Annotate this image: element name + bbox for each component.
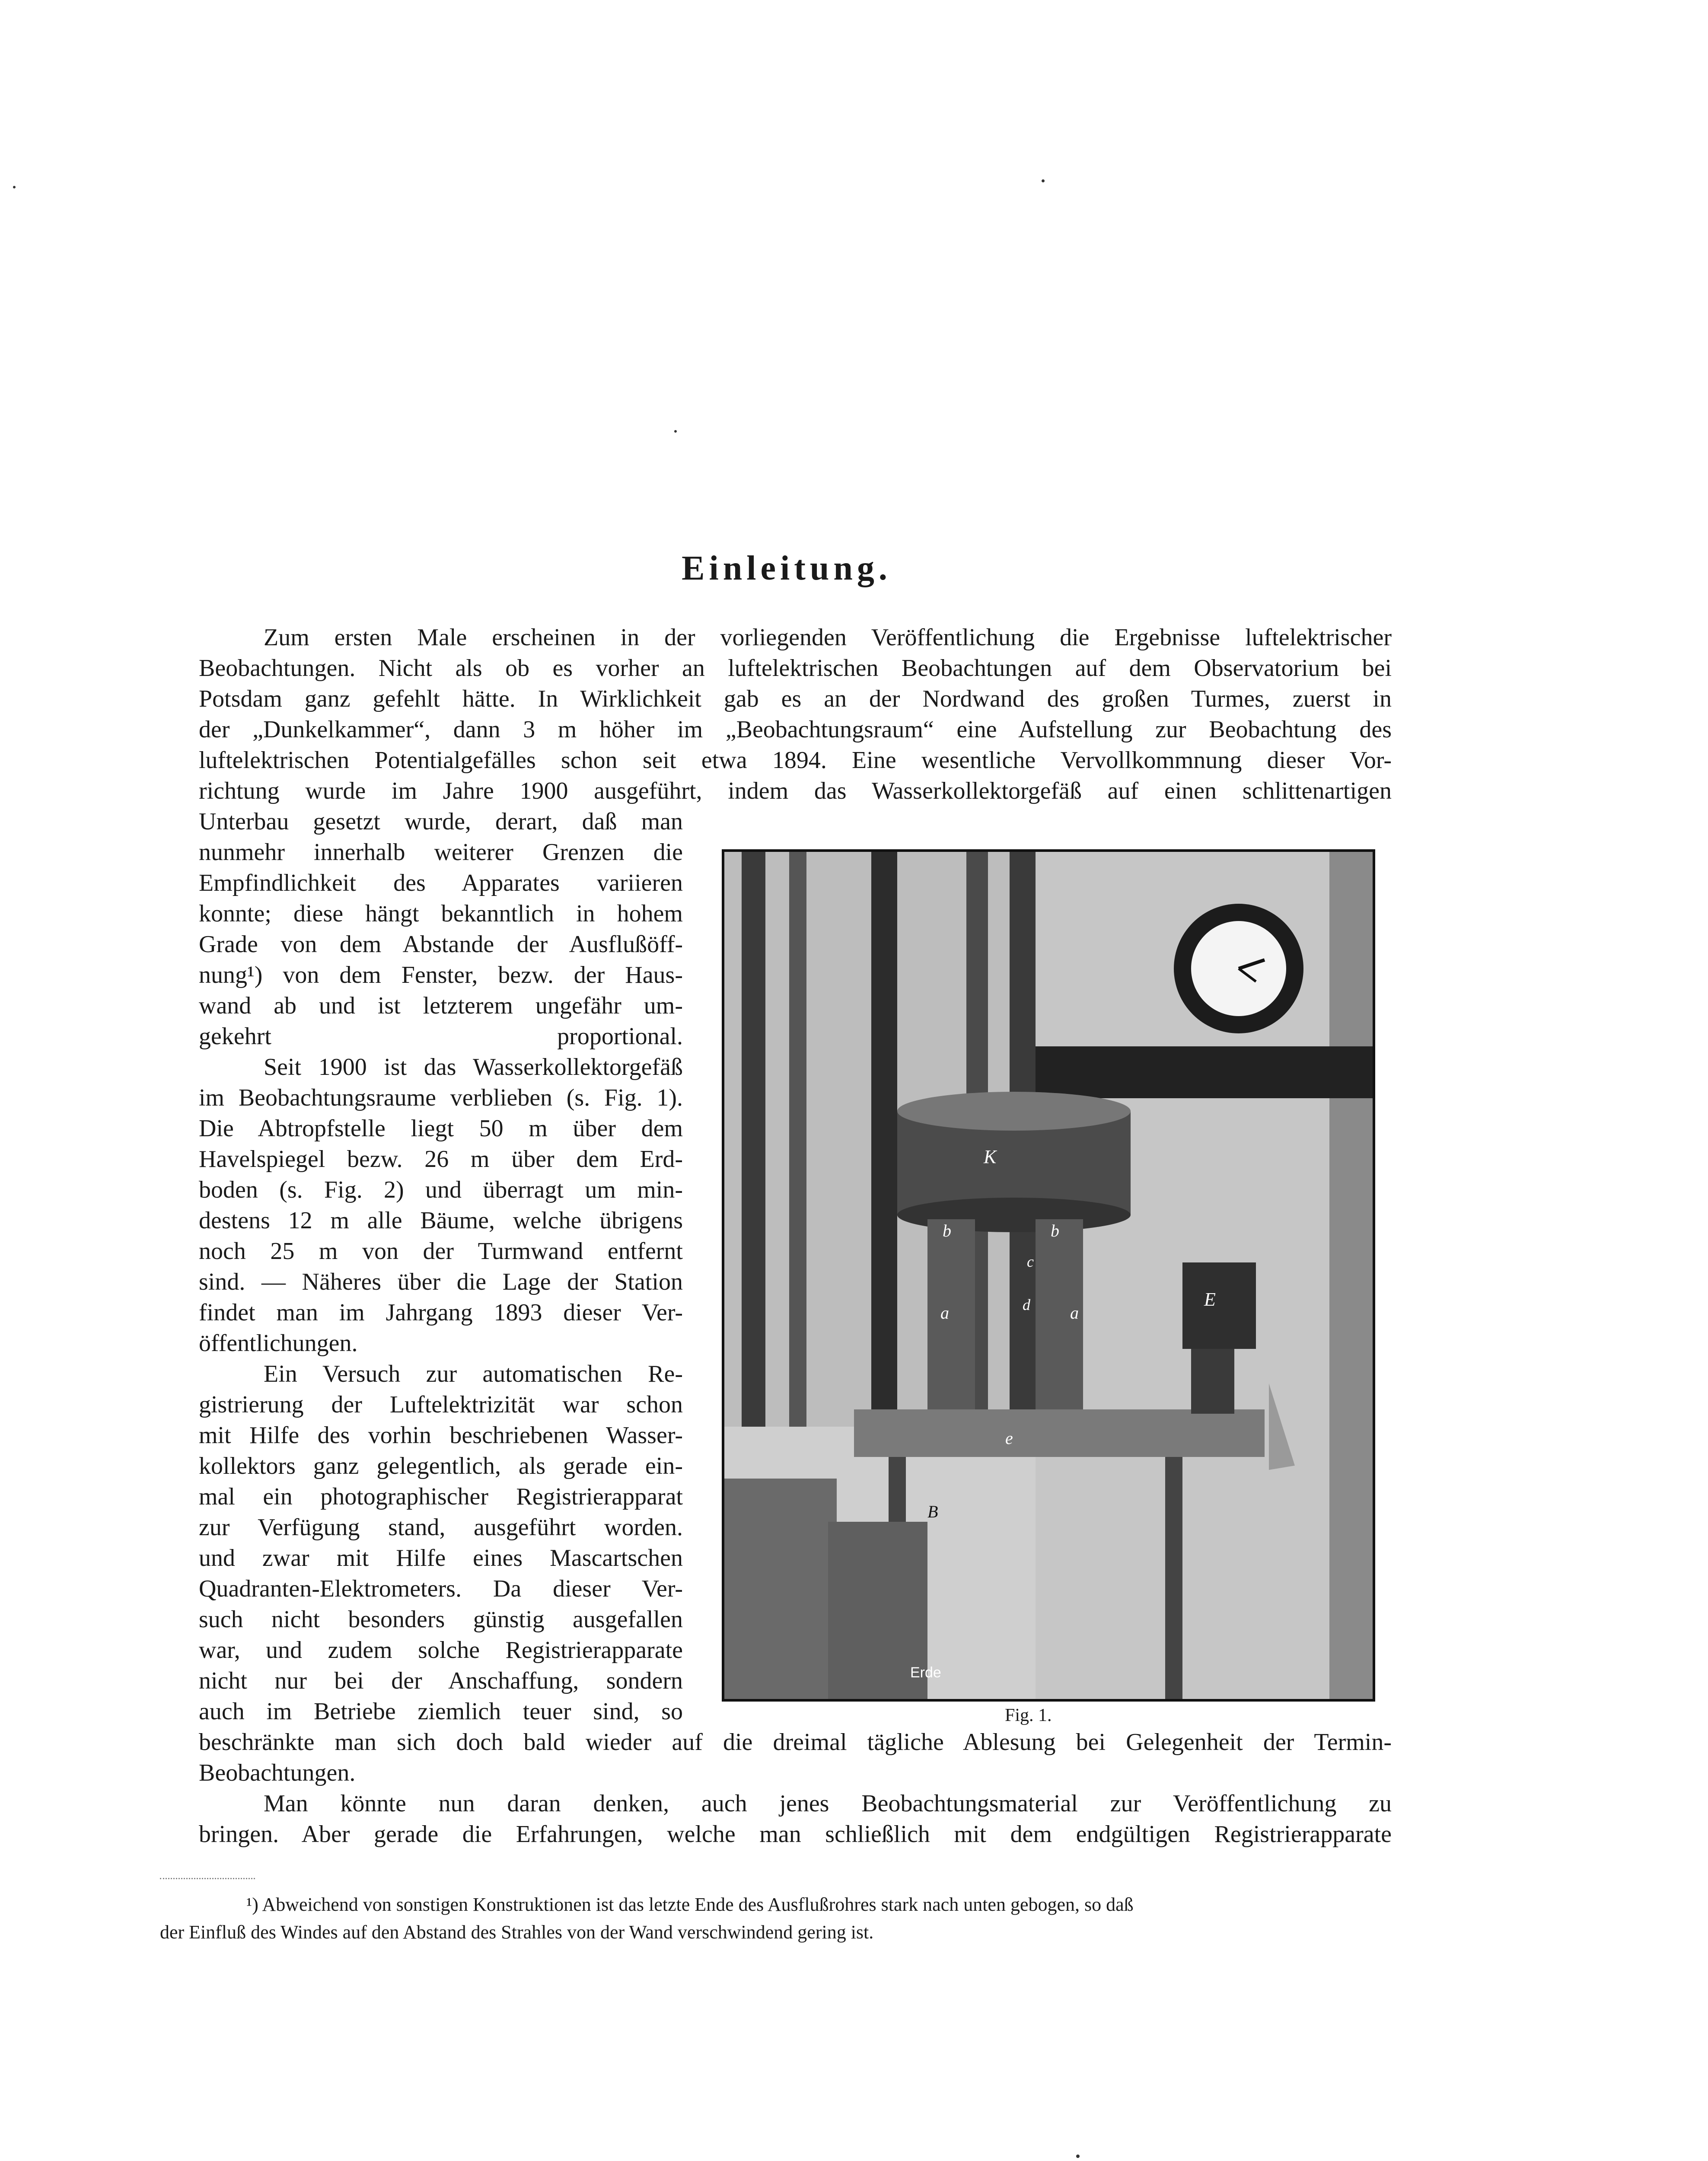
- text-line: wand ab und ist letzterem ungefähr um-: [199, 992, 683, 1019]
- label-a-left: a: [940, 1303, 949, 1323]
- label-b-left: b: [943, 1221, 951, 1240]
- text-line: mit Hilfe des vorhin beschriebenen Wasser-: [199, 1422, 683, 1449]
- paragraph-continuation: [199, 1727, 1392, 1850]
- text-line: gistrierung der Luftelektrizität war schon: [199, 1391, 683, 1418]
- text-line: gekehrt proportional.: [199, 1023, 683, 1050]
- text-line: Empfindlichkeit des Apparates variieren: [199, 870, 683, 896]
- label-a-right: a: [1070, 1303, 1079, 1323]
- text-line: findet man im Jahrgang 1893 dieser Ver-: [199, 1299, 683, 1326]
- scan-speck: [674, 430, 677, 433]
- text-line: Havelspiegel bezw. 26 m über dem Erd-: [199, 1146, 683, 1173]
- text-line: bringen. Aber gerade die Erfahrungen, welche man schließlich mit dem endgültigen Registrierapparate: [199, 1821, 1392, 1848]
- scan-speck: [1076, 2155, 1080, 2158]
- narrow-column-text: [199, 806, 683, 1727]
- label-e-upper: E: [1204, 1289, 1216, 1310]
- text-line: Ein Versuch zur automatischen Re-: [264, 1361, 683, 1387]
- figure-1-photograph: [722, 849, 1375, 1702]
- text-line: mal ein photographischer Registrierapparat: [199, 1483, 683, 1510]
- text-line: konnte; diese hängt bekanntlich in hohem: [199, 900, 683, 927]
- footnote: [160, 1891, 1392, 1946]
- text-line: war, und zudem solche Registrierapparate: [199, 1637, 683, 1664]
- page-title: Einleitung.: [682, 549, 892, 587]
- footnote-line-2: der Einfluß des Windes auf den Abstand des Strahles von der Wand verschwindend gering ist.: [160, 1922, 874, 1943]
- text-line: Grade von dem Abstande der Ausflußöff-: [199, 931, 683, 958]
- text-line: Quadranten-Elektrometers. Da dieser Ver-: [199, 1575, 683, 1602]
- text-line: boden (s. Fig. 2) und überragt um min-: [199, 1176, 683, 1203]
- text-line: Die Abtropfstelle liegt 50 m über dem: [199, 1115, 683, 1142]
- text-line: noch 25 m von der Turmwand entfernt: [199, 1238, 683, 1265]
- footnote-line-1: [160, 1891, 1392, 1919]
- figure-caption: Fig. 1.: [1005, 1705, 1052, 1725]
- text-line: Potsdam ganz gefehlt hätte. In Wirklichkeit gab es an der Nordwand des großen Turmes, zuerst in: [199, 685, 1392, 712]
- text-line: Beobachtungen.: [199, 1759, 356, 1786]
- text-line: auch im Betriebe ziemlich teuer sind, so: [199, 1698, 683, 1725]
- text-line: nung¹) von dem Fenster, bezw. der Haus-: [199, 962, 683, 988]
- text-line: Seit 1900 ist das Wasserkollektorgefäß: [264, 1054, 683, 1080]
- scan-speck: [1042, 179, 1045, 182]
- label-b-right: b: [1051, 1221, 1059, 1240]
- paragraph-1: [199, 622, 1392, 806]
- text-line: sind. — Näheres über die Lage der Station: [199, 1269, 683, 1295]
- footnote-marker: ¹): [246, 1894, 258, 1915]
- text-line: such nicht besonders günstig ausgefallen: [199, 1606, 683, 1633]
- text-line: beschränkte man sich doch bald wieder auf die dreimal tägliche Ablesung bei Gelegenheit der Termin-: [199, 1729, 1392, 1756]
- text-line: der „Dunkelkammer“, dann 3 m höher im „Beobachtungsraum“ eine Aufstellung zur Beobachtung des: [199, 716, 1392, 743]
- label-d: d: [1023, 1296, 1030, 1313]
- text-line: destens 12 m alle Bäume, welche übrigens: [199, 1207, 683, 1234]
- label-c: c: [1027, 1253, 1034, 1270]
- label-e: e: [1005, 1428, 1013, 1448]
- label-b-lower: B: [927, 1502, 938, 1521]
- text-line: Zum ersten Male erscheinen in der vorliegenden Veröffentlichung die Ergebnisse luftelektrischer: [264, 624, 1392, 651]
- text-line: richtung wurde im Jahre 1900 ausgeführt, indem das Wasserkollektorgefäß auf einen schlittenartigen: [199, 778, 1392, 804]
- text-line: Beobachtungen. Nicht als ob es vorher an luftelektrischen Beobachtungen auf dem Observatorium bei: [199, 655, 1392, 682]
- text-line: und zwar mit Hilfe eines Mascartschen: [199, 1545, 683, 1571]
- label-erde: Erde: [910, 1664, 941, 1681]
- text-line: nunmehr innerhalb weiterer Grenzen die: [199, 839, 683, 866]
- apparatus-illustration: [724, 852, 1373, 1699]
- footnote-text-1: Abweichend von sonstigen Konstruktionen ist das letzte Ende des Ausflußrohres stark nach unten gebogen, so daß: [262, 1894, 1134, 1915]
- text-line: Man könnte nun daran denken, auch jenes Beobachtungsmaterial zur Veröffentlichung zu: [264, 1790, 1392, 1817]
- text-line: im Beobachtungsraume verblieben (s. Fig. 1).: [199, 1084, 683, 1111]
- text-line: öffentlichungen.: [199, 1330, 358, 1357]
- scan-speck: [13, 186, 16, 188]
- text-line: nicht nur bei der Anschaffung, sondern: [199, 1667, 683, 1694]
- text-line: luftelektrischen Potentialgefälles schon seit etwa 1894. Eine wesentliche Vervollkommnung dieser Vor-: [199, 747, 1392, 774]
- text-line: Unterbau gesetzt wurde, derart, daß man: [199, 808, 683, 835]
- text-line: zur Verfügung stand, ausgeführt worden.: [199, 1514, 683, 1541]
- footnote-separator: [160, 1878, 255, 1879]
- label-k: K: [984, 1146, 997, 1167]
- text-line: kollektors ganz gelegentlich, als gerade ein-: [199, 1453, 683, 1479]
